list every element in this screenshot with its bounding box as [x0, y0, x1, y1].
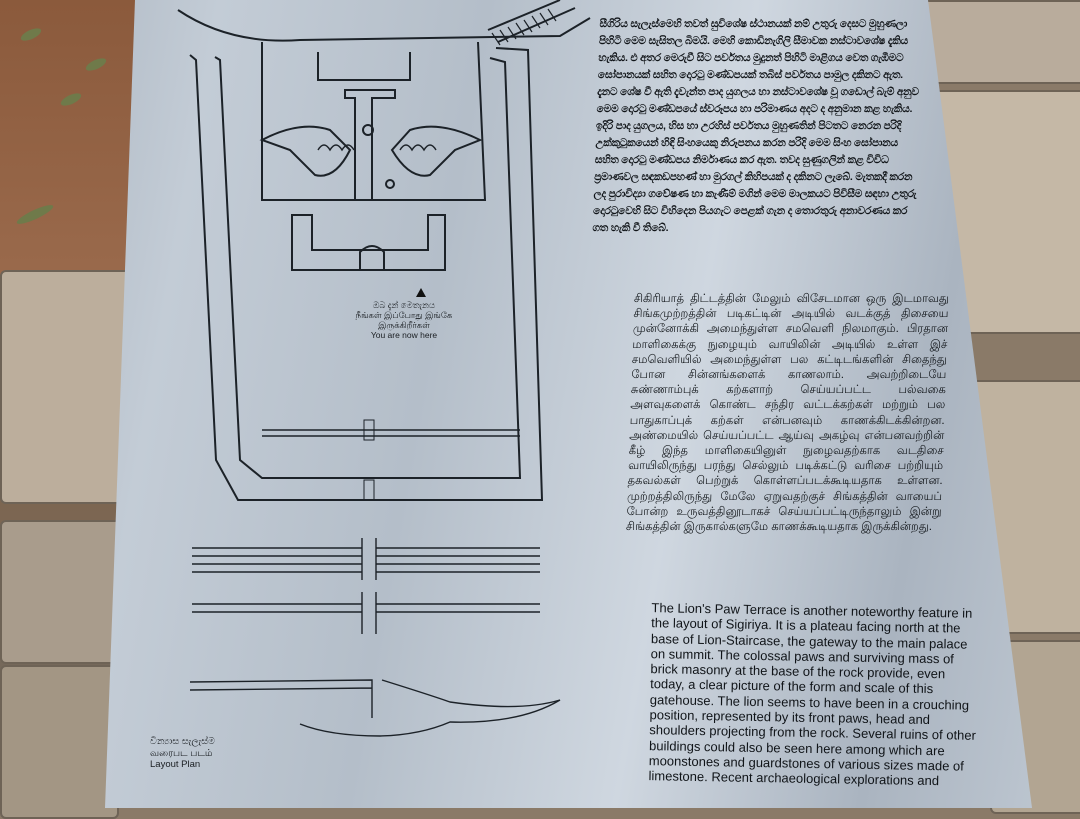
layout-plan-english: Layout Plan: [150, 759, 201, 770]
you-are-here-sinhala: ඔබ දැන් මෙතැනය: [373, 300, 435, 310]
you-are-here-tamil: நீங்கள் இப்போது இங்கே இருக்கிறீர்கள்: [355, 310, 453, 330]
you-are-here-english: You are now here: [370, 330, 438, 340]
sinhala-description: සීගිරිය සැලැස්මෙහි තවත් සුවිශේෂ ස්ථානයක් නම් උතුරු දෙසට මුහුණලා පිහිටි මෙම සැසිතල බිමයි. මෙහි කොඩිනැගිලි සීමාවක නස්ටාවශේෂ දැකිය හැකිය. එ අතර මෙරුවී සිට පර්වතය මුදුනත් පිහිටි මාළිගය වෙත ගැඹීමට සෝපානයක් සහිත දොරටු මණ්ඩපයක් තබිස් පර්වතය පාමුල දකිනට ඇත. දැනට ශේෂ වී ඇති දැවැන්ත පාද යුගලය හා නස්ටාවශේෂ වූ ගඩොල් බැම් අනුව මෙම දොරටු මණ්ඩපයේ ස්වරූපය හා පරිමාණය අදට ද අනුමාන කළ හැකිය. ඉදිරි පාද යුගලය, හිස හා උරහිස් පර්වතය මුහුණතින් පිටතට නෙරන පරිදි උක්කුටුකයෙන් හිඳි සිංහයෙකු නිරූපනය කරන පරිදි මෙම සිංහ සෝපානය සහිත දොරටු මණ්ඩපය නිර්මාණය කර ඇත. තවද සුණුගලින් කළ විවිධ ප්‍රමාණවල සඳකඩපහණ් හා මුරගල් කිහිපයක් ද දකිනට ලැබේ. මැතකදී කරන ලද පුරාවිද්‍යා ගවේෂණ හා කැණීම් මගින් මෙම මාලකයට පිවිසීම සඳහා උතුරු දොරටුවෙහි සිට විහිදෙන පියගැට පෙළක් ගැන ද තොරතුරු අනාවරණය කර ගත හැකි වී තිබේ.: [592, 18, 920, 234]
layout-plan-sinhala: වින්‍යාස සැලැස්ම: [150, 736, 215, 747]
you-are-here-marker-icon: [416, 288, 426, 297]
tamil-description: சிகிரியாத் திட்டத்தின் மேலும் விசேடமான ஒரு இடமாவது சிங்கமுற்றத்தின் படிகட்டின் அடியில் வடக்குத் திசையை முன்னோக்கி அமைந்துள்ள சமவெளி நிலமாகும். பிரதான மாளிகைக்கு நுழையும் வாயிலின் அடியில் உள்ள இச் சமவெளியில் அமைந்துள்ள பல கட்டிடங்களின் சிதைந்து போன சின்னங்களைக் காணலாம். அவற்றிடையே சுண்ணாம்புக் கற்களாற் செய்யப்பட்ட பல்வகை அளவுகளைக் கொண்ட சந்திர வட்டக்கற்கள் மற்றும் பல பாதுகாப்புக் கற்கள் என்பனவும் காணக்கிடக்கின்றன. அண்மையில் செய்யப்பட்ட ஆய்வு அகழ்வு என்பனவற்றின் கீழ் இந்த மாளிகையினுள் நுழைவதற்காக வடதிசை வாயிலிருந்து பரந்து செல்லும் படிக்கட்டு வரிசை பற்றியும் தகவல்கள் பெற்றுக் கொள்ளப்படக்கூடியதாக உள்ளன. முற்றத்திலிருந்து மேலே ஏறுவதற்குச் சிங்கத்தின் வாயைப் போன்ற உருவத்தினூடாகச் செய்யப்பட்டிருந்தாலும் இன்று சிங்கத்தின் இருகால்களுமே காணக்கூடியதாக இருக்கின்றது.: [625, 293, 950, 534]
you-are-here-label: [354, 300, 454, 340]
english-description: The Lion's Paw Terrace is another noteworthy feature in the layout of Sigiriya. It is a plateau facing north at the base of Lion-Staircase, the gateway to the main palace on summit. The colossal paws and surviving mass of brick masonry at the base of the rock provide, even today, a clear picture of the form and scale of this gatehouse. The lion seems to have been in a crouching position, represented by its front paws, head and shoulders projecting from the rock. Several ruins of other buildings could also be seen here among which are moonstones and guardstones of various sizes made of limestone. Recent archaeological explorations and: [648, 600, 977, 789]
layout-plan-caption: [150, 736, 215, 771]
layout-plan-tamil: வரைபட படம்: [150, 747, 213, 759]
